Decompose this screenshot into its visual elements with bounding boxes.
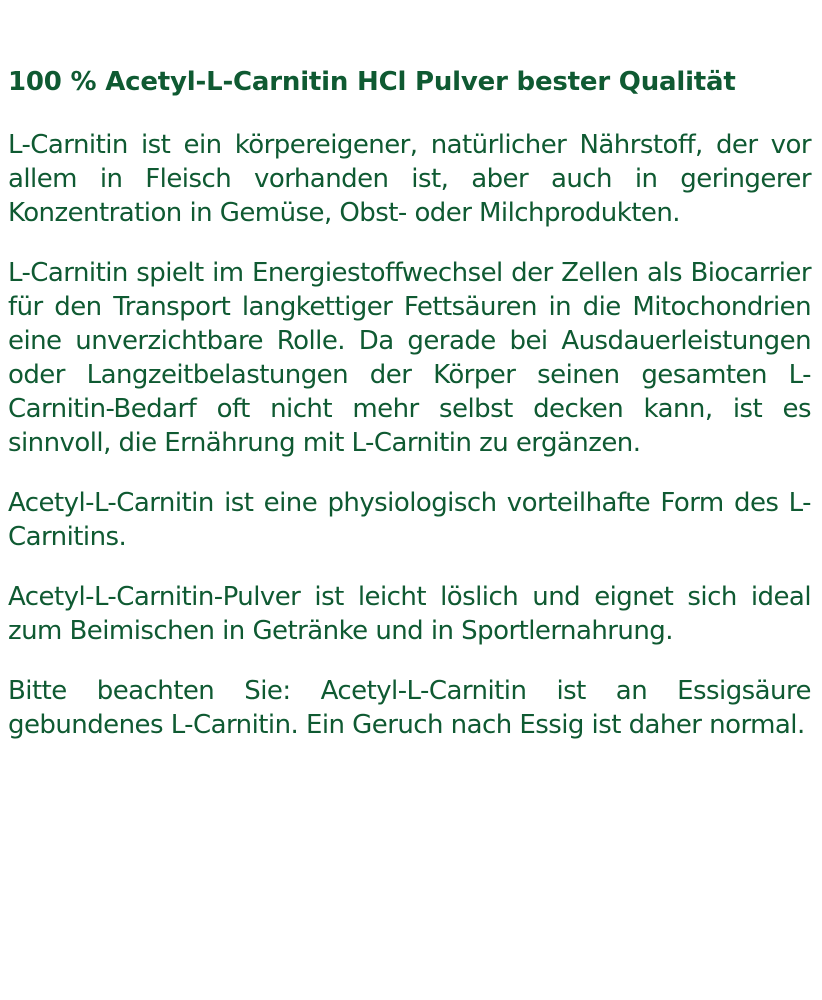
product-description [8, 62, 811, 742]
product-title: 100 % Acetyl-L-Carnitin HCl Pulver bester Qualität [8, 67, 736, 97]
paragraph-l-carnitin-intro: L-Carnitin ist ein körpereigener, natürlicher Nährstoff, der vor allem in Fleisch vorhanden ist, aber auch in geringerer Konzentration in Gemüse, Obst- oder Milchprodukten. [8, 130, 811, 228]
paragraph-vinegar-note: Bitte beachten Sie: Acetyl-L-Carnitin ist an Essigsäure gebundenes L-Carnitin. Ein Geruch nach Essig ist daher normal. [8, 676, 811, 740]
paragraph-powder-solubility: Acetyl-L-Carnitin-Pulver ist leicht löslich und eignet sich ideal zum Beimischen in Getränke und in Sportlernahrung. [8, 582, 811, 646]
paragraph-acetyl-form: Acetyl-L-Carnitin ist eine physiologisch vorteilhafte Form des L-Carnitins. [8, 488, 811, 552]
paragraph-energy-metabolism: L-Carnitin spielt im Energiestoffwechsel der Zellen als Biocarrier für den Transport langkettiger Fettsäuren in die Mitochondrien eine unverzichtbare Rolle. Da gerade bei Ausdauerleistungen oder Langzeitbelastungen der Körper seinen gesamten L-Carnitin-Bedarf oft nicht mehr selbst decken kann, ist es sinnvoll, die Ernährung mit L-Carnitin zu ergänzen. [8, 258, 811, 458]
